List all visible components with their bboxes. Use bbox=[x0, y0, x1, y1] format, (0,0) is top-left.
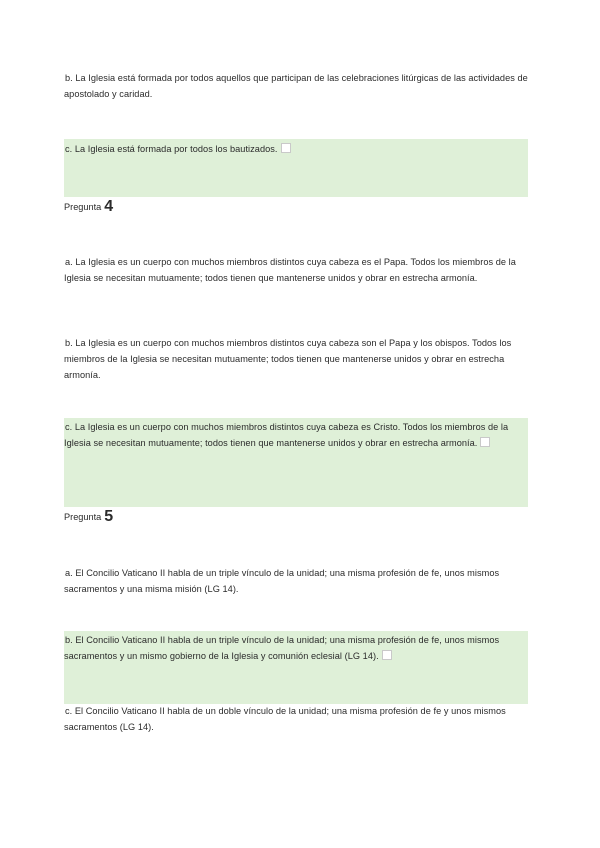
q5-option-b-checkbox[interactable] bbox=[382, 650, 392, 660]
question-4-title bbox=[64, 198, 113, 216]
q3-option-c-checkbox[interactable] bbox=[281, 143, 291, 153]
q3-option-b[interactable] bbox=[64, 70, 528, 102]
question-5-title bbox=[64, 508, 113, 526]
question-5-label: Pregunta bbox=[64, 512, 102, 522]
q5-option-c[interactable] bbox=[64, 703, 528, 735]
q5-option-c-text: c. El Concilio Vaticano II habla de un doble vínculo de la unidad; una misma profesión de fe y unos mismos sacramentos (LG 14). bbox=[64, 706, 506, 732]
q4-option-b[interactable] bbox=[64, 335, 528, 383]
q3-option-c[interactable] bbox=[64, 139, 528, 197]
q4-option-a-text: a. La Iglesia es un cuerpo con muchos miembros distintos cuya cabeza es el Papa. Todos los miembros de la Iglesia se necesitan mutuamente; todos tienen que mantenerse unidos y obrar en estrecha armonía. bbox=[64, 257, 516, 283]
question-4-number: 4 bbox=[104, 198, 114, 215]
question-4-label: Pregunta bbox=[64, 202, 102, 212]
q5-option-b[interactable] bbox=[64, 631, 528, 704]
q5-option-a[interactable] bbox=[64, 565, 528, 597]
q3-option-b-text: b. La Iglesia está formada por todos aquellos que participan de las celebraciones litúrgicas de las actividades de apostolado y caridad. bbox=[64, 73, 528, 99]
q4-option-c-checkbox[interactable] bbox=[480, 437, 490, 447]
q5-option-a-text: a. El Concilio Vaticano II habla de un triple vínculo de la unidad; una misma profesión de fe, unos mismos sacramentos y una misma misión (LG 14). bbox=[64, 568, 500, 594]
q4-option-c[interactable] bbox=[64, 418, 528, 507]
q3-option-c-text: c. La Iglesia está formada por todos los bautizados. bbox=[65, 144, 278, 154]
q4-option-c-text: c. La Iglesia es un cuerpo con muchos miembros distintos cuya cabeza es Cristo. Todos los miembros de la Iglesia se necesitan mutuamente; todos tienen que mantenerse unidos y obrar en estrecha armonía. bbox=[64, 422, 509, 448]
q4-option-b-text: b. La Iglesia es un cuerpo con muchos miembros distintos cuya cabeza son el Papa y los obispos. Todos los miembros de la Iglesia se necesitan mutuamente; todos tienen que mantenerse unidos y obrar en estrecha armonía. bbox=[64, 338, 512, 380]
q5-option-b-text: b. El Concilio Vaticano II habla de un triple vínculo de la unidad; una misma profesión de fe, unos mismos sacramentos y un mismo gobierno de la Iglesia y comunión eclesial (LG 14). bbox=[64, 635, 500, 661]
question-5-number: 5 bbox=[104, 508, 114, 525]
q4-option-a[interactable] bbox=[64, 254, 528, 286]
